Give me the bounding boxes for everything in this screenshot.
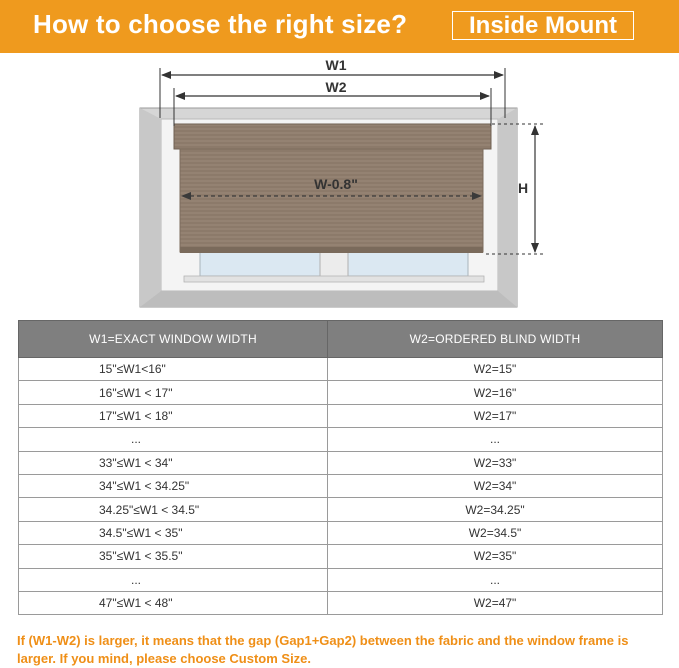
window-width-cell: 16"≤W1 < 17"	[19, 381, 328, 404]
blind-width-cell: W2=34.5"	[328, 521, 663, 544]
table-row	[19, 498, 663, 521]
window-width-cell: ...	[19, 428, 328, 451]
blind-width-cell: ...	[328, 568, 663, 591]
window-width-cell: 34.25"≤W1 < 34.5"	[19, 498, 328, 521]
table-row	[19, 404, 663, 427]
size-note: If (W1-W2) is larger, it means that the gap (Gap1+Gap2) between the fabric and the window frame is larger. If you mind, please choose Custom Size.	[17, 633, 629, 666]
table-row	[19, 451, 663, 474]
table-header-row	[19, 321, 663, 358]
blind-width-cell: ...	[328, 428, 663, 451]
window-width-cell: 15"≤W1<16"	[19, 358, 328, 381]
blind-roller	[174, 124, 491, 149]
table-row	[19, 381, 663, 404]
blind-width-cell: W2=33"	[328, 451, 663, 474]
window-glass-right	[348, 250, 468, 276]
window-width-cell: 47"≤W1 < 48"	[19, 591, 328, 614]
table-row	[19, 474, 663, 497]
blind-width-cell: W2=15"	[328, 358, 663, 381]
size-chart-table	[18, 320, 663, 615]
blind-width-cell: W2=16"	[328, 381, 663, 404]
table-row	[19, 521, 663, 544]
blind-width-cell: W2=47"	[328, 591, 663, 614]
blind-fabric	[180, 149, 483, 252]
header-banner	[0, 0, 679, 53]
page-title: How to choose the right size?	[33, 9, 408, 39]
blind-width-cell: W2=34.25"	[328, 498, 663, 521]
table-row	[19, 545, 663, 568]
col-header-window-width: W1=EXACT WINDOW WIDTH	[19, 321, 328, 358]
table-row	[19, 591, 663, 614]
blind-width-cell: W2=34"	[328, 474, 663, 497]
table-row	[19, 358, 663, 381]
blind-bottom-rail	[180, 247, 483, 253]
window-width-cell: 34.5"≤W1 < 35"	[19, 521, 328, 544]
window-glass-left	[200, 250, 320, 276]
window-width-cell: 17"≤W1 < 18"	[19, 404, 328, 427]
w1-label: W1	[325, 57, 347, 73]
col-header-ordered-width: W2=ORDERED BLIND WIDTH	[328, 321, 663, 358]
window-width-cell: 35"≤W1 < 35.5"	[19, 545, 328, 568]
table-row	[19, 428, 663, 451]
height-label: H	[517, 180, 529, 196]
mount-type-badge: Inside Mount	[452, 11, 634, 40]
blind-width-cell: W2=35"	[328, 545, 663, 568]
window-width-cell: ...	[19, 568, 328, 591]
window-width-cell: 33"≤W1 < 34"	[19, 451, 328, 474]
w2-label: W2	[325, 79, 347, 95]
fabric-width-label: W-0.8"	[314, 176, 358, 192]
blind-width-cell: W2=17"	[328, 404, 663, 427]
window-blind-diagram	[0, 53, 679, 315]
table-row	[19, 568, 663, 591]
window-width-cell: 34"≤W1 < 34.25"	[19, 474, 328, 497]
